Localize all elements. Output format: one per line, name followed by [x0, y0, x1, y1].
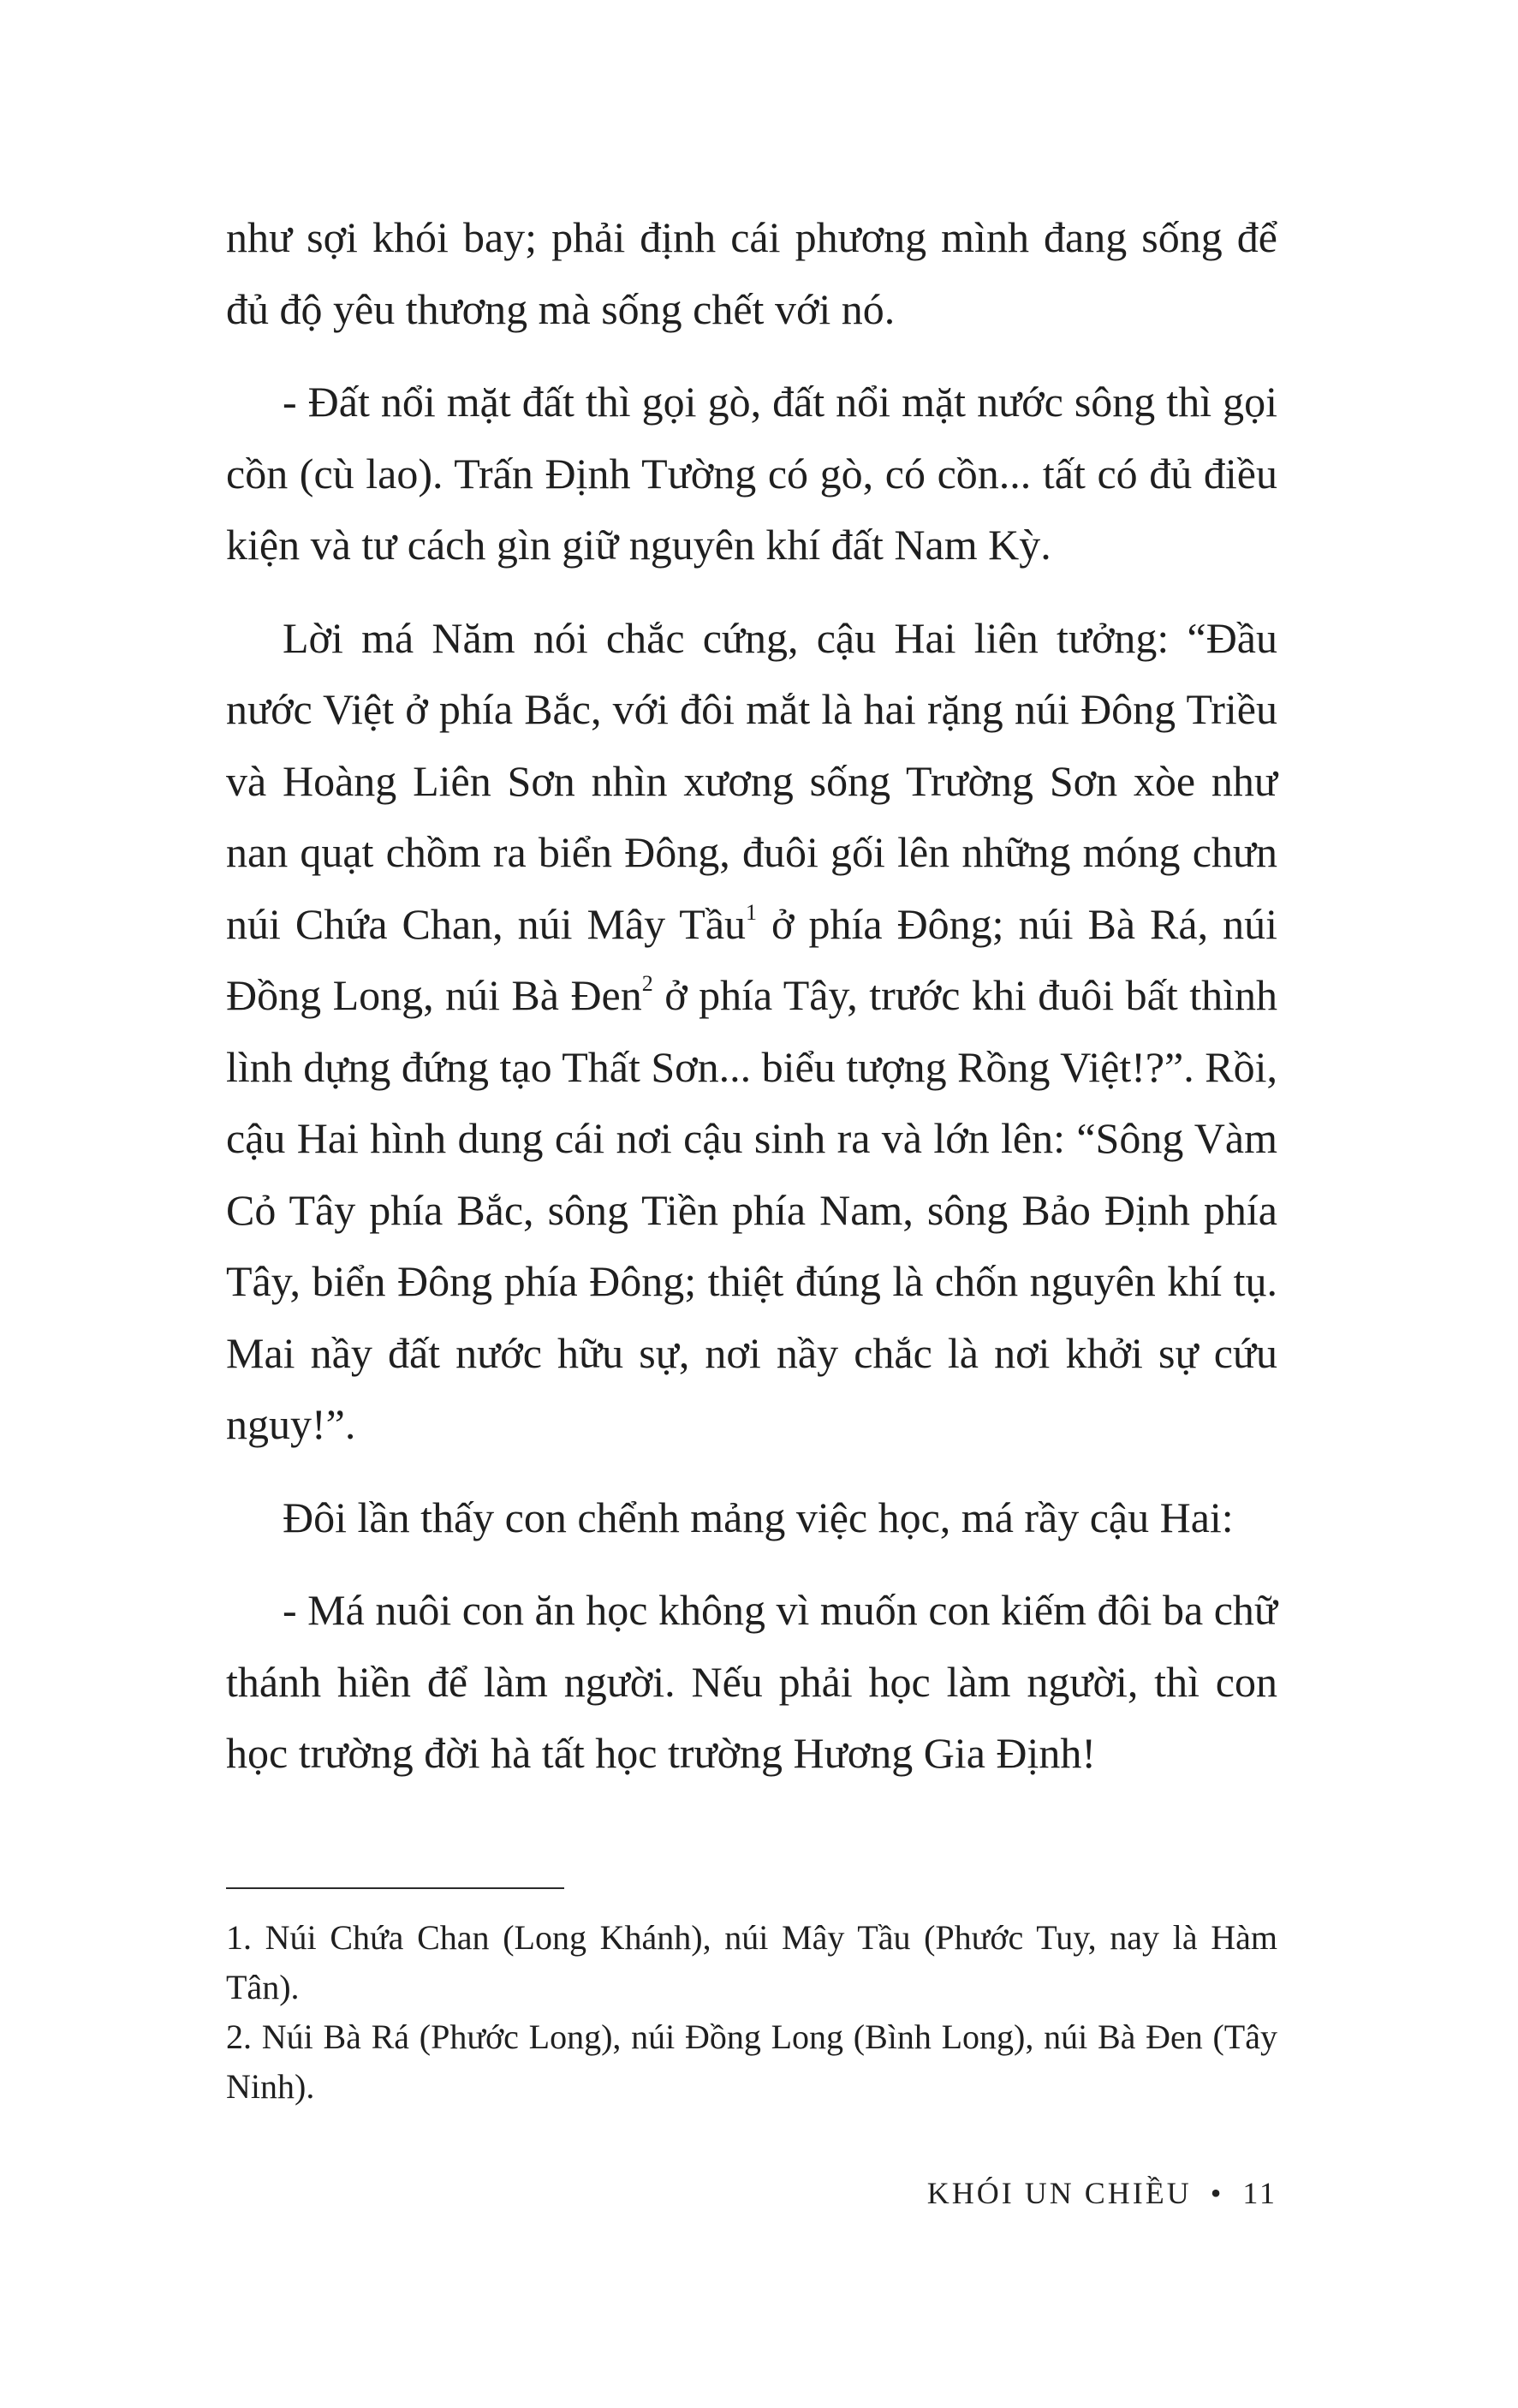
paragraph-text: Lời má Năm nói chắc cứng, cậu Hai liên tưởng: “Đầu nước Việt ở phía Bắc, với đôi mắt là hai rặng núi Đông Triều và Hoàng Liên Sơn nhìn xương sống Trường Sơn xòe như nan quạt chồm ra biển Đông, đuôi gối lên những móng chưn núi Chứa Chan, núi Mây Tầu [226, 613, 1277, 948]
paragraph-text: ở phía Đông; núi Bà Rá, núi Đồng Long, núi Bà Đen [226, 899, 1277, 1019]
body-text [226, 202, 1277, 1811]
page-number: 11 [1242, 2176, 1277, 2210]
footnotes [226, 1913, 1277, 2112]
footnote-2: 2. Núi Bà Rá (Phước Long), núi Đồng Long (Bình Long), núi Bà Đen (Tây Ninh). [226, 2018, 1277, 2106]
footnote-1: 1. Núi Chứa Chan (Long Khánh), núi Mây Tầu (Phước Tuy, nay là Hàm Tân). [226, 1918, 1277, 2006]
book-title: KHÓI UN CHIỀU [926, 2176, 1192, 2210]
paragraph-continuation: như sợi khói bay; phải định cái phương mình đang sống để đủ độ yêu thương mà sống chết với nó. [226, 213, 1277, 333]
footnote-ref-2[interactable]: 2 [641, 971, 653, 997]
footnote-divider [226, 1887, 564, 1889]
footer-separator: • [1210, 2176, 1224, 2210]
running-footer [856, 2175, 1277, 2211]
paragraph-text: ở phía Tây, trước khi đuôi bất thình lình dựng đứng tạo Thất Sơn... biểu tượng Rồng Việt!?”. Rồi, cậu Hai hình dung cái nơi cậu sinh ra và lớn lên: “Sông Vàm Cỏ Tây phía Bắc, sông Tiền phía Nam, sông Bảo Định phía Tây, biển Đông phía Đông; thiệt đúng là chốn nguyên khí tụ. Mai nầy đất nước hữu sự, nơi nầy chắc là nơi khởi sự cứu nguy!”. [226, 971, 1277, 1448]
paragraph-narration: Đôi lần thấy con chểnh mảng việc học, má rầy cậu Hai: [283, 1493, 1234, 1541]
paragraph-reflection [226, 603, 1277, 1461]
footnote-ref-1[interactable]: 1 [746, 899, 758, 925]
paragraph-dialogue-2: - Má nuôi con ăn học không vì muốn con kiếm đôi ba chữ thánh hiền để làm người. Nếu phải học làm người, thì con học trường đời hà tất học trường Hương Gia Định! [226, 1586, 1277, 1777]
paragraph-dialogue-1: - Đất nổi mặt đất thì gọi gò, đất nổi mặt nước sông thì gọi cồn (cù lao). Trấn Định Tường có gò, có cồn... tất có đủ điều kiện và tư cách gìn giữ nguyên khí đất Nam Kỳ. [226, 378, 1277, 569]
